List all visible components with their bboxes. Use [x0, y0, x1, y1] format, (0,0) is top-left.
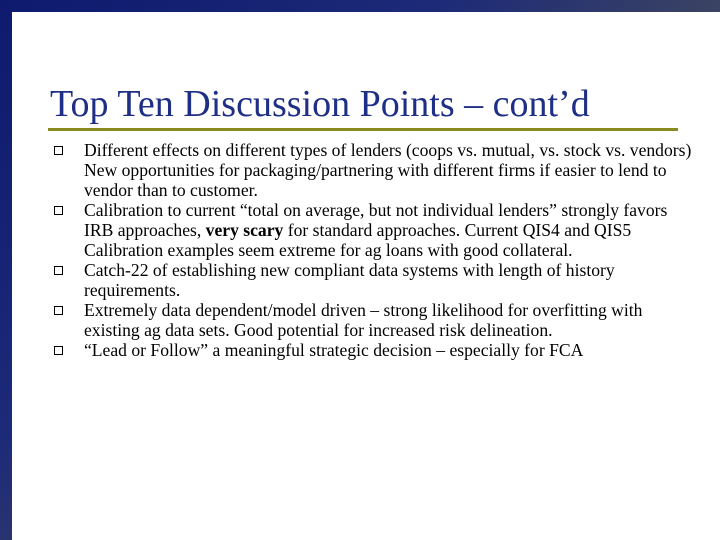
- bullet-text: [84, 140, 691, 200]
- bullet-text: [84, 340, 583, 360]
- bullet-text-segment: Extremely data dependent/model driven – strong likelihood for overfitting with existing ag data sets. Good potential for increased risk delineation.: [84, 300, 643, 340]
- slide-content-panel: [12, 12, 720, 540]
- square-bullet-icon: [54, 346, 63, 355]
- bullet-text-segment: for standard approaches. Current QIS4 and QIS5 Calibration examples seem extreme for ag loans with good collateral.: [84, 220, 632, 260]
- bullet-item: [52, 260, 692, 300]
- square-bullet-icon: [54, 146, 63, 155]
- bullet-item: [52, 300, 692, 340]
- bullet-item: [52, 200, 692, 260]
- bullet-list: [52, 140, 692, 360]
- bullet-text: [84, 300, 642, 340]
- bullet-text-segment: Different effects on different types of lenders (coops vs. mutual, vs. stock vs. vendors) New opportunities for packaging/partnering with different firms if easier to lend to vendor than to customer.: [84, 140, 692, 200]
- square-bullet-icon: [54, 306, 63, 315]
- title-divider: [48, 128, 678, 131]
- square-bullet-icon: [54, 266, 63, 275]
- bullet-text-emphasis: very scary: [205, 220, 284, 240]
- bullet-text-segment: Catch-22 of establishing new compliant data systems with length of history requirements.: [84, 260, 615, 300]
- slide-title: Top Ten Discussion Points – cont’d: [50, 83, 590, 125]
- bullet-text: [84, 260, 615, 300]
- bullet-text-segment: Calibration to current “total on average, but not individual lenders” strongly favors IRB approaches,: [84, 200, 668, 240]
- bullet-item: [52, 140, 692, 200]
- bullet-text: [84, 200, 667, 260]
- bullet-item: [52, 340, 692, 360]
- bullet-text-segment: “Lead or Follow” a meaningful strategic decision – especially for FCA: [84, 340, 584, 360]
- square-bullet-icon: [54, 206, 63, 215]
